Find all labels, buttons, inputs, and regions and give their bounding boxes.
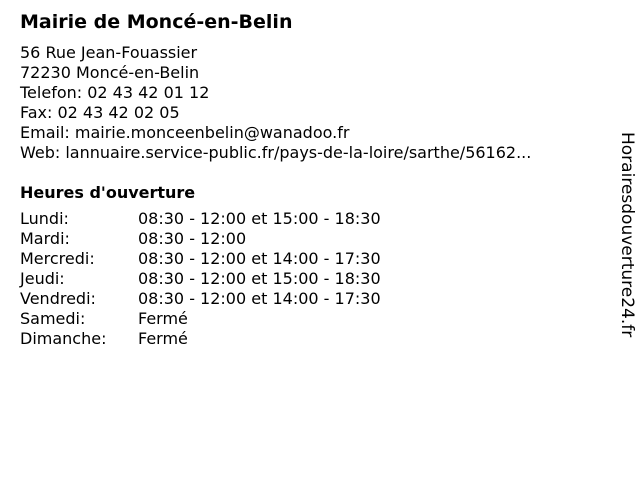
page-title: Mairie de Moncé-en-Belin xyxy=(20,11,293,33)
hours-row xyxy=(20,269,600,289)
hours-table xyxy=(20,209,600,349)
day-hours: Fermé xyxy=(138,309,188,328)
site-watermark: Horairesdouverture24.fr xyxy=(617,132,637,338)
address-block xyxy=(20,43,600,163)
day-hours: 08:30 - 12:00 xyxy=(138,229,247,248)
hours-row xyxy=(20,329,600,349)
street-line: 56 Rue Jean-Fouassier xyxy=(20,43,198,62)
day-label: Mardi: xyxy=(20,229,70,248)
web-link[interactable]: Web: lannuaire.service-public.fr/pays-de-la-loire/sarthe/56162... xyxy=(20,143,532,162)
hours-row xyxy=(20,289,600,309)
day-label: Lundi: xyxy=(20,209,69,228)
day-hours: 08:30 - 12:00 et 14:00 - 17:30 xyxy=(138,289,381,308)
day-label: Vendredi: xyxy=(20,289,96,308)
hours-row xyxy=(20,309,600,329)
day-hours: Fermé xyxy=(138,329,188,348)
hours-row xyxy=(20,249,600,269)
email-link[interactable]: Email: mairie.monceenbelin@wanadoo.fr xyxy=(20,123,350,142)
phone-line[interactable]: Telefon: 02 43 42 01 12 xyxy=(20,83,210,102)
hours-row xyxy=(20,229,600,249)
day-label: Mercredi: xyxy=(20,249,95,268)
day-hours: 08:30 - 12:00 et 15:00 - 18:30 xyxy=(138,209,381,228)
hours-row xyxy=(20,209,600,229)
day-label: Dimanche: xyxy=(20,329,107,348)
info-card xyxy=(20,10,600,349)
day-label: Jeudi: xyxy=(20,269,65,288)
fax-line: Fax: 02 43 42 02 05 xyxy=(20,103,180,122)
day-label: Samedi: xyxy=(20,309,86,328)
city-line: 72230 Moncé-en-Belin xyxy=(20,63,200,82)
day-hours: 08:30 - 12:00 et 15:00 - 18:30 xyxy=(138,269,381,288)
hours-heading: Heures d'ouverture xyxy=(20,183,196,202)
day-hours: 08:30 - 12:00 et 14:00 - 17:30 xyxy=(138,249,381,268)
